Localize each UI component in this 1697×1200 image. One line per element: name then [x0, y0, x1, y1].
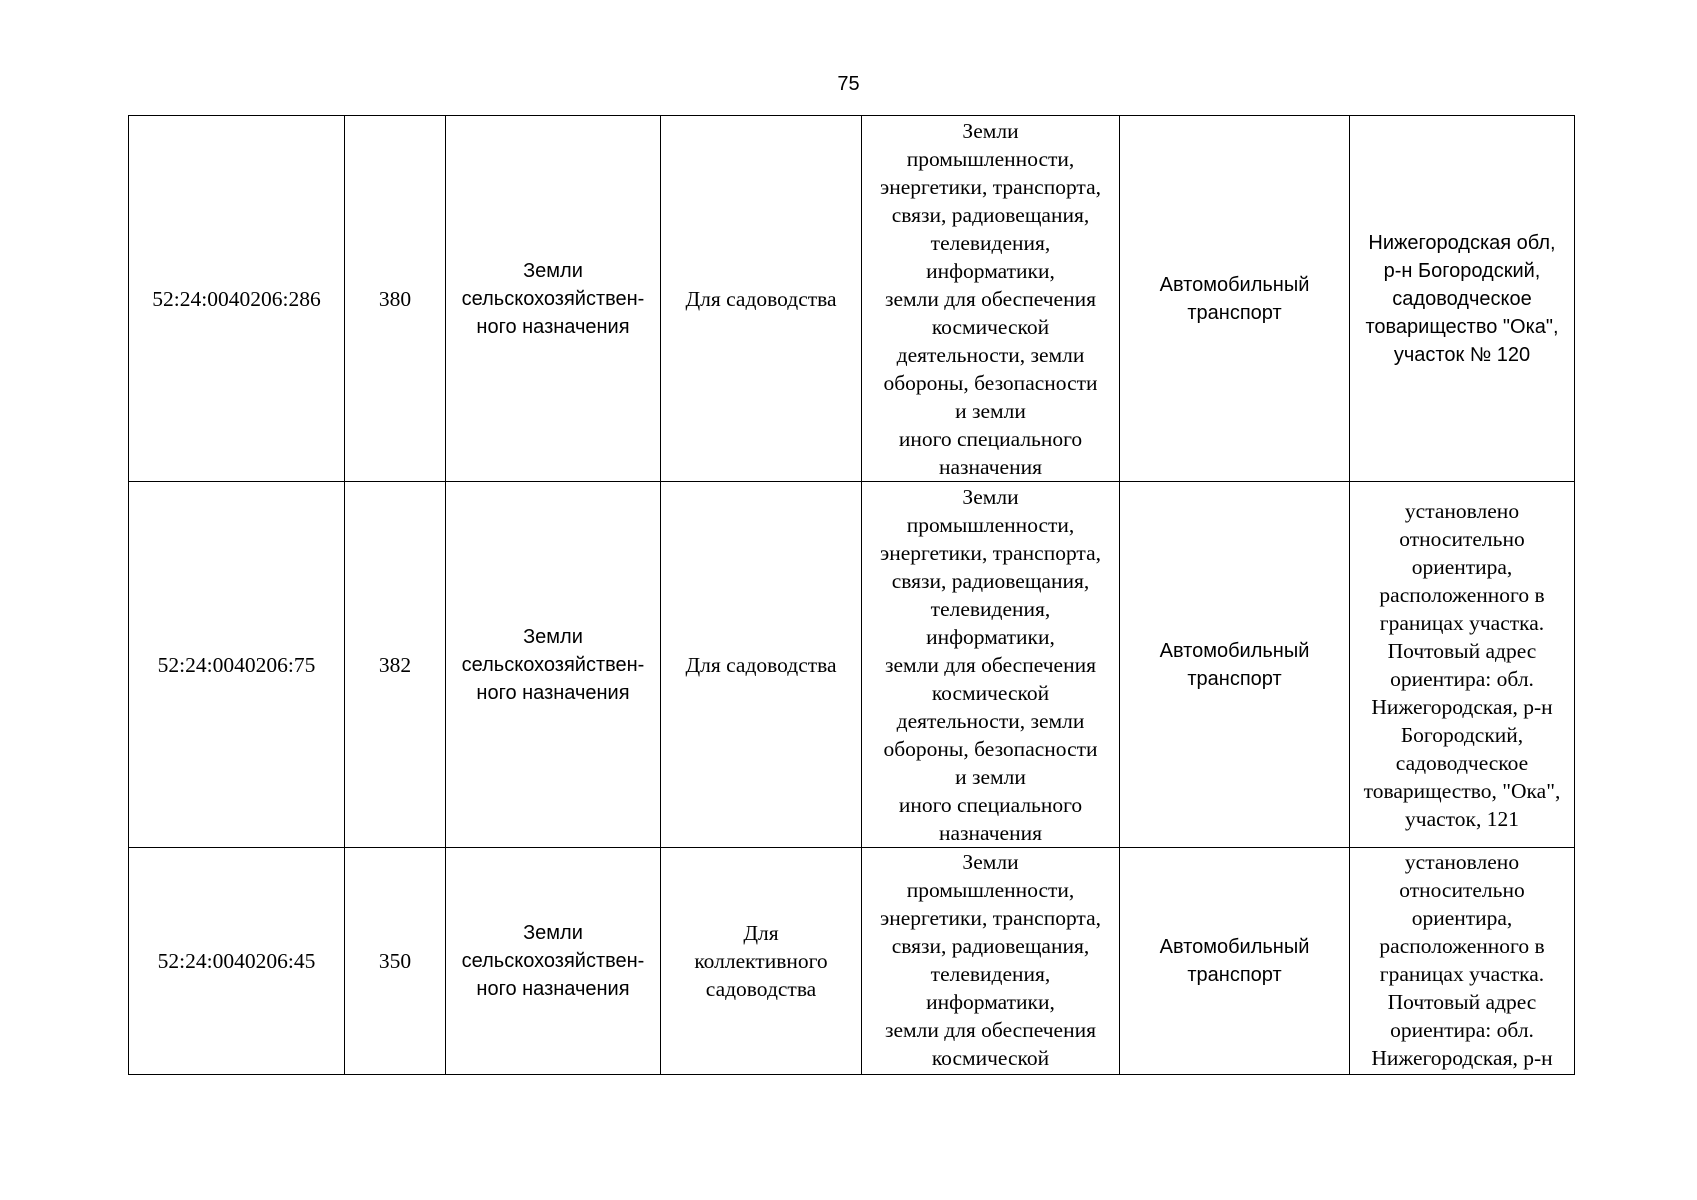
land-category-cell: Земли сельскохозяйствен- ного назначения [446, 116, 661, 482]
adjacent-lands-cell: Земли промышленности, энергетики, транспорта, связи, радиовещания, телевидения, информатики, земли для обеспечения космической деятельности, земли обороны, безопасности и земли иного специального назначения [862, 116, 1120, 482]
transport-cell: Автомобильный транспорт [1120, 482, 1350, 848]
table-row [129, 482, 1575, 848]
address-cell: Нижегородская обл, р-н Богородский, садоводческое товарищество "Ока", участок № 120 [1350, 116, 1575, 482]
land-plots-table [128, 115, 1575, 1075]
land-category-cell: Земли сельскохозяйствен- ного назначения [446, 482, 661, 848]
address-cell: установлено относительно ориентира, расположенного в границах участка. Почтовый адрес ориентира: обл. Нижегородская, р-н [1350, 848, 1575, 1075]
permitted-use-cell: Для коллективного садоводства [661, 848, 862, 1075]
transport-cell: Автомобильный транспорт [1120, 116, 1350, 482]
permitted-use-cell: Для садоводства [661, 116, 862, 482]
land-category-cell: Земли сельскохозяйствен- ного назначения [446, 848, 661, 1075]
cadastral-number-cell: 52:24:0040206:286 [129, 116, 345, 482]
cadastral-number-cell: 52:24:0040206:75 [129, 482, 345, 848]
adjacent-lands-cell: Земли промышленности, энергетики, транспорта, связи, радиовещания, телевидения, информатики, земли для обеспечения космической деятельности, земли обороны, безопасности и земли иного специального назначения [862, 482, 1120, 848]
transport-cell: Автомобильный транспорт [1120, 848, 1350, 1075]
area-cell: 380 [345, 116, 446, 482]
area-cell: 382 [345, 482, 446, 848]
address-cell: установлено относительно ориентира, расположенного в границах участка. Почтовый адрес ориентира: обл. Нижегородская, р-н Богородский, садоводческое товарищество, "Ока", участок, 121 [1350, 482, 1575, 848]
adjacent-lands-cell: Земли промышленности, энергетики, транспорта, связи, радиовещания, телевидения, информатики, земли для обеспечения космической [862, 848, 1120, 1075]
cadastral-number-cell: 52:24:0040206:45 [129, 848, 345, 1075]
area-cell: 350 [345, 848, 446, 1075]
permitted-use-cell: Для садоводства [661, 482, 862, 848]
page-number: 75 [837, 73, 860, 95]
table-row [129, 848, 1575, 1075]
table-row [129, 116, 1575, 482]
